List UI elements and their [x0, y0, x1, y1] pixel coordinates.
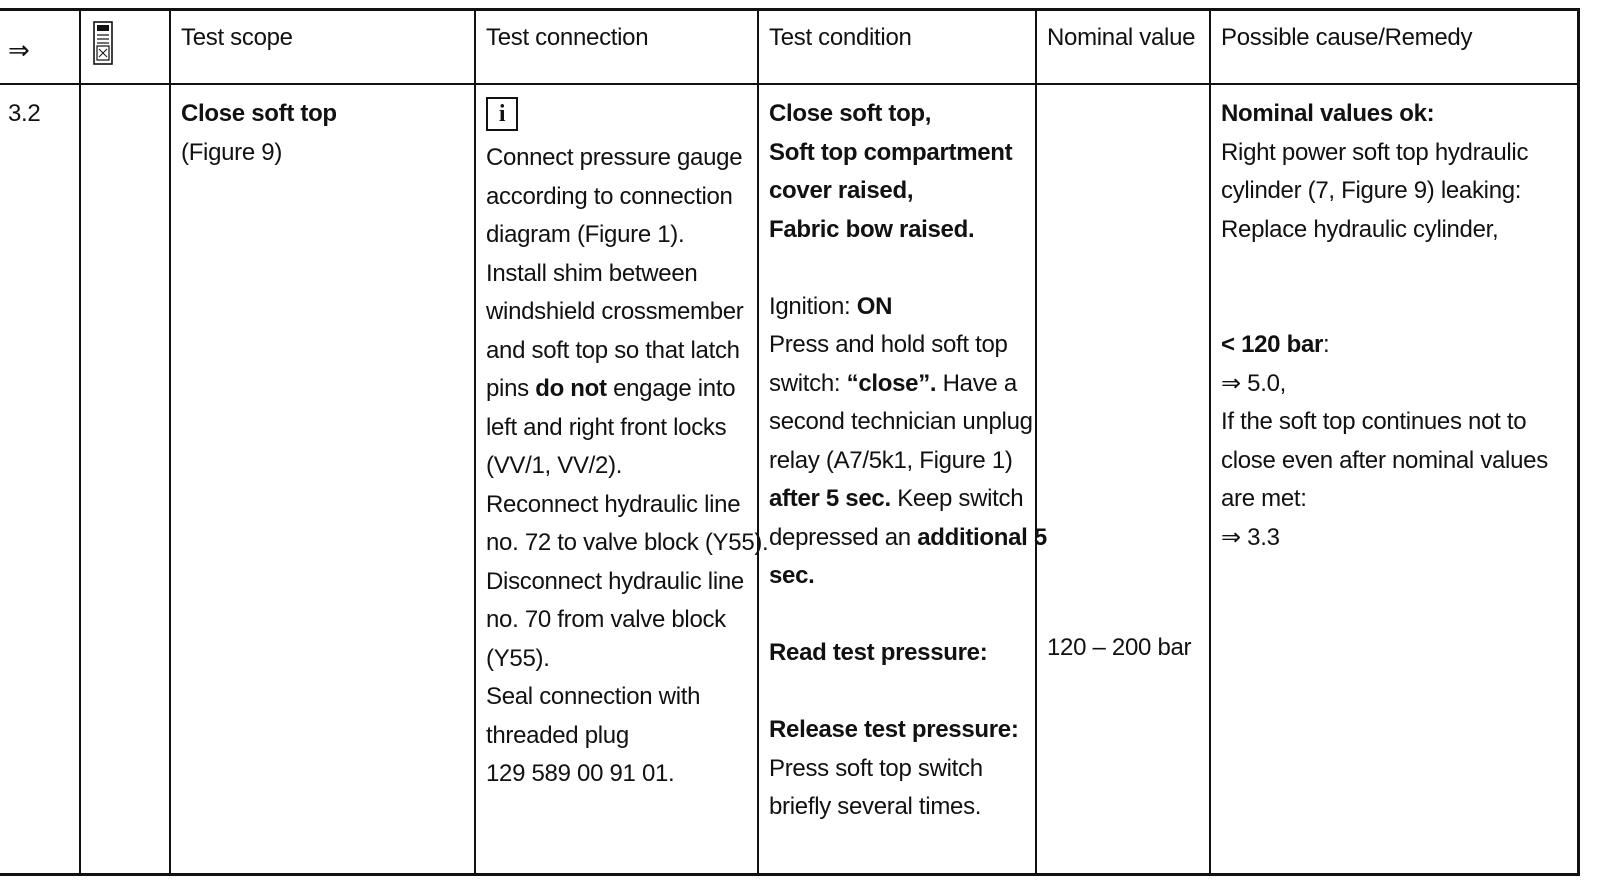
connection-line: pins do not engage into — [486, 375, 736, 402]
nominal-value-cell — [1036, 84, 1210, 875]
test-scope-cell — [170, 84, 475, 875]
document-icon — [93, 21, 113, 65]
condition-line: switch: “close”. Have a — [769, 369, 1017, 397]
condition-line: cover raised, — [769, 177, 914, 204]
test-sheet — [0, 8, 1580, 884]
condition-line: briefly several times. — [769, 793, 982, 820]
connection-line: and soft top so that latch — [486, 336, 740, 364]
connection-line: Reconnect hydraulic line — [486, 490, 741, 518]
low-pressure-title: < 120 bar: — [1221, 331, 1330, 358]
cause-line: Replace hydraulic cylinder, — [1221, 215, 1499, 243]
condition-line: sec. — [769, 562, 815, 589]
step-number: 3.2 — [8, 100, 41, 127]
cause-line: Right power soft top hydraulic — [1221, 138, 1529, 166]
header-possible-cause: Possible cause/Remedy — [1210, 10, 1578, 85]
info-icon: i — [486, 97, 518, 131]
connection-line: windshield crossmember — [486, 298, 744, 325]
condition-line: Press and hold soft top — [769, 331, 1008, 358]
condition-line: relay (A7/5k1, Figure 1) — [769, 446, 1013, 474]
cause-line: close even after nominal values — [1221, 446, 1548, 474]
connection-line: Connect pressure gauge — [486, 144, 743, 171]
connection-line: Seal connection with — [486, 683, 701, 710]
cause-line: cylinder (7, Figure 9) leaking: — [1221, 177, 1522, 204]
diagnosis-table — [0, 8, 1580, 876]
connection-line: diagram (Figure 1). — [486, 221, 685, 248]
step-number-cell — [0, 84, 80, 875]
connection-line: (VV/1, VV/2). — [486, 452, 623, 479]
test-scope-figure: (Figure 9) — [181, 138, 283, 166]
test-connection-cell — [475, 84, 769, 875]
header-doc-cell — [80, 10, 170, 85]
condition-line: depressed an additional 5 — [769, 523, 1047, 551]
header-test-connection: Test connection — [475, 10, 758, 85]
header-test-scope: Test scope — [170, 10, 475, 85]
cause-line: If the soft top continues not to — [1221, 408, 1527, 435]
release-pressure-line: Release test pressure: — [769, 716, 1019, 743]
connection-line: Disconnect hydraulic line — [486, 567, 744, 595]
condition-line: second technician unplug — [769, 408, 1033, 435]
cause-line: are met: — [1221, 485, 1307, 512]
nominal-value: 120 – 200 bar — [1047, 634, 1192, 661]
condition-line: Press soft top switch — [769, 754, 983, 782]
connection-line: according to connection — [486, 182, 733, 210]
reference-link: ⇒ 3.3 — [1221, 523, 1280, 551]
condition-line: Fabric bow raised. — [769, 215, 975, 243]
condition-line: Soft top compartment — [769, 138, 1013, 166]
read-pressure-line: Read test pressure: — [769, 639, 988, 666]
arrow-icon: ⇒ — [8, 35, 30, 65]
header-nominal-value: Nominal value — [1036, 10, 1210, 85]
doc-column-cell — [80, 84, 170, 875]
header-test-condition: Test condition — [758, 10, 1036, 85]
table-header-row — [0, 10, 1578, 85]
connection-line: left and right front locks — [486, 413, 727, 441]
test-scope-title: Close soft top — [181, 100, 337, 127]
connection-line: (Y55). — [486, 644, 550, 672]
ignition-line: Ignition: ON — [769, 292, 893, 320]
table-row — [0, 84, 1578, 875]
test-condition-cell — [758, 84, 1047, 875]
reference-link: ⇒ 5.0, — [1221, 369, 1287, 397]
condition-line: after 5 sec. Keep switch — [769, 485, 1024, 512]
connection-line: 129 589 00 91 01. — [486, 760, 675, 787]
connection-line: no. 70 from valve block — [486, 606, 726, 633]
cause-title: Nominal values ok: — [1221, 100, 1435, 127]
connection-line: threaded plug — [486, 721, 629, 749]
possible-cause-cell — [1210, 84, 1578, 875]
header-arrow-cell — [0, 10, 80, 85]
connection-line: no. 72 to valve block (Y55). — [486, 529, 769, 556]
connection-line: Install shim between — [486, 259, 698, 287]
condition-line: Close soft top, — [769, 100, 932, 127]
